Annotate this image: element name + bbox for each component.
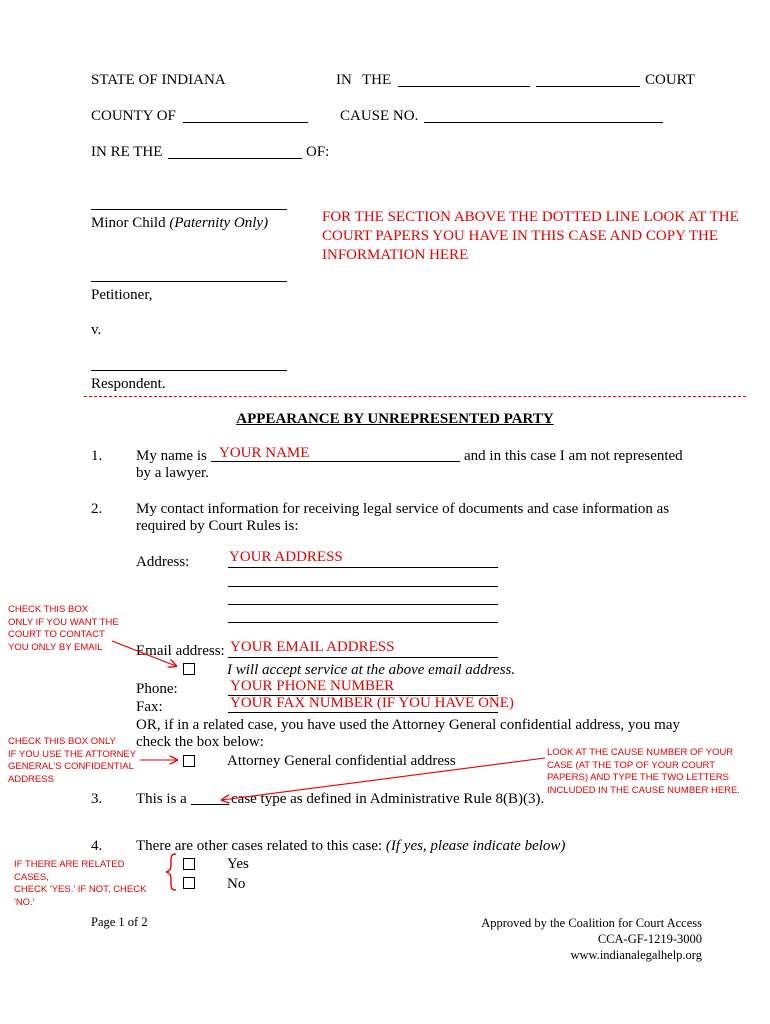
instruction-top: FOR THE SECTION ABOVE THE DOTTED LINE LOOK AT THE COURT PAPERS YOU HAVE IN THIS CASE AND COPY THE INFORMATION HERE [322,209,739,263]
item-3-prefix: This is a [136,791,187,807]
in-label: IN [336,72,352,88]
paternity-only-note: (Paternity Only) [169,215,269,231]
note-related-cases: IF THERE ARE RELATED CASES, CHECK 'YES.' IF NOT, CHECK 'NO.' [14,859,147,908]
item-1-line2: by a lawyer. [136,465,209,481]
in-re-label: IN RE THE [91,144,163,160]
email-note-arrow [112,641,176,666]
item-1-number: 1. [91,448,103,464]
note-email-box: CHECK THIS BOX ONLY IF YOU WANT THE COURT TO CONTACT YOU ONLY BY EMAIL [8,604,119,653]
phone-label: Phone: [136,681,178,697]
address-fill: YOUR ADDRESS [229,549,343,565]
state-label: STATE OF INDIANA [91,72,226,88]
court-label: COURT [645,72,695,88]
county-label: COUNTY OF [91,108,176,124]
fax-label: Fax: [136,699,163,715]
ag-line1: OR, if in a related case, you have used the Attorney General confidential address, you may [136,717,680,733]
name-fill: YOUR NAME [219,445,310,461]
note-cause-number: LOOK AT THE CAUSE NUMBER OF YOUR CASE (AT THE TOP OF YOUR COURT PAPERS) AND TYPE THE TWO LETTERS INCLUDED IN THE CAUSE NUMBER HERE. [547,747,741,796]
item-2-line2: required by Court Rules is: [136,518,299,534]
form-id: CCA-GF-1219-3000 [597,932,702,946]
related-no-label: No [227,876,246,892]
form-title: APPEARANCE BY UNREPRESENTED PARTY [236,411,554,427]
item-1-suffix: and in this case I am not represented [464,448,683,464]
ag-address-label: Attorney General confidential address [227,753,456,769]
item-4-text: There are other cases related to this case: (If yes, please indicate below) [136,838,566,854]
email-consent-label: I will accept service at the above email address. [227,662,516,678]
email-label: Email address: [136,643,225,659]
cause-note-arrow [222,758,545,800]
versus-label: v. [91,322,102,338]
of-label: OF: [306,144,330,160]
fax-fill: YOUR FAX NUMBER (IF YOU HAVE ONE) [230,695,514,711]
item-1-prefix: My name is [136,448,207,464]
address-label: Address: [136,554,190,570]
item-3-number: 3. [91,791,103,807]
footer-approval [481,915,702,963]
minor-child-label: Minor Child (Paternity Only) [91,215,269,231]
related-yes-label: Yes [227,856,249,872]
item-2-number: 2. [91,501,103,517]
cause-no-label: CAUSE NO. [340,108,419,124]
website-link[interactable]: www.indianalegalhelp.org [570,948,702,962]
ag-line2: check the box below: [136,734,264,750]
item-4-hint: (If yes, please indicate below) [385,838,566,854]
item-2-line1: My contact information for receiving legal service of documents and case information as [136,501,670,517]
phone-fill: YOUR PHONE NUMBER [230,678,395,694]
petitioner-label: Petitioner, [91,287,153,303]
approved-by: Approved by the Coalition for Court Access [481,916,702,930]
page-number: Page 1 of 2 [91,915,148,929]
the-label: THE [362,72,392,88]
item-4-number: 4. [91,838,103,854]
respondent-label: Respondent. [91,376,166,392]
note-ag-box: CHECK THIS BOX ONLY IF YOU USE THE ATTORNEY GENERAL'S CONFIDENTIAL ADDRESS [8,736,137,785]
email-fill: YOUR EMAIL ADDRESS [230,639,395,655]
item-3-suffix: case type as defined in Administrative Rule 8(B)(3). [231,791,545,807]
